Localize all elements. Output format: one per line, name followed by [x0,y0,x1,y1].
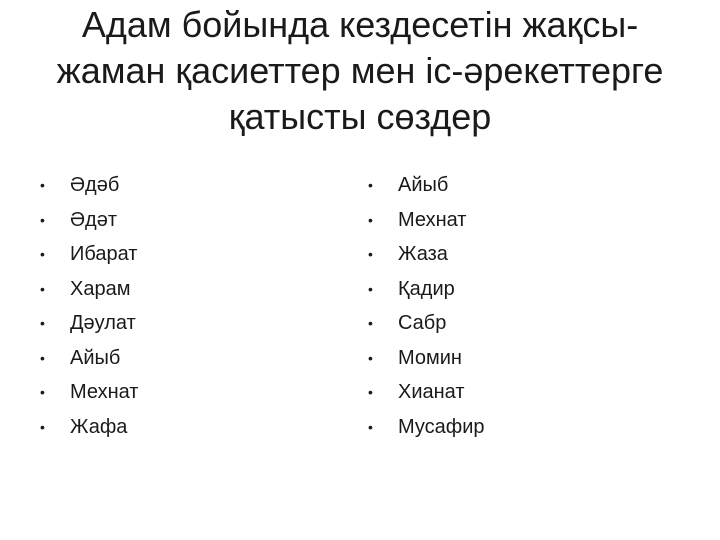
bullet-icon: • [40,177,45,194]
list-item-label: Харам [70,277,131,300]
list-item-label: Әдәб [70,174,120,197]
list-item [40,410,138,445]
list-item-label: Мусафир [398,415,485,438]
title-line: Адам бойында кездесетін жақсы- [81,4,639,45]
list-item-label: Жафа [70,415,128,438]
bullet-icon: • [368,315,373,332]
bullet-icon: • [40,246,45,263]
list-item-label: Әдәт [70,208,118,231]
bullet-icon: • [40,315,45,332]
title-line: қатысты сөздер [228,96,492,137]
list-item-label: Жаза [398,243,448,266]
bullet-icon: • [368,177,373,194]
title-line: жаман қасиеттер мен іс-әрекеттерге [56,50,664,91]
list-item [368,341,485,376]
list-item [368,237,485,272]
list-item [40,341,138,376]
bullet-icon: • [368,246,373,263]
bullet-icon: • [40,418,45,435]
list-item-label: Қадир [398,277,455,300]
list-item [368,272,485,307]
bullet-icon: • [368,211,373,228]
bullet-icon: • [368,280,373,297]
bullet-icon: • [368,418,373,435]
list-item [368,375,485,410]
list-item [368,306,485,341]
list-item-label: Сабр [398,312,447,335]
list-item [40,306,138,341]
list-item [40,375,138,410]
list-item [40,272,138,307]
bullet-icon: • [40,384,45,401]
list-item-label: Мехнат [398,208,467,231]
bullet-icon: • [40,211,45,228]
list-item [40,203,138,238]
bullet-icon: • [40,280,45,297]
list-item [368,203,485,238]
bullet-icon: • [368,384,373,401]
slide-title [30,0,690,140]
list-item [368,410,485,445]
bullet-icon: • [40,349,45,366]
list-item-label: Момин [398,346,462,369]
list-item-label: Ибарат [70,243,138,266]
list-item [40,237,138,272]
list-item-label: Айыб [398,174,449,197]
list-item-label: Мехнат [70,381,139,404]
right-word-list [368,168,485,444]
bullet-icon: • [368,349,373,366]
list-item [368,168,485,203]
list-item-label: Айыб [70,346,121,369]
left-word-list [40,168,138,444]
list-item-label: Хианат [398,381,465,404]
list-item-label: Дәулат [70,312,136,335]
list-item [40,168,138,203]
